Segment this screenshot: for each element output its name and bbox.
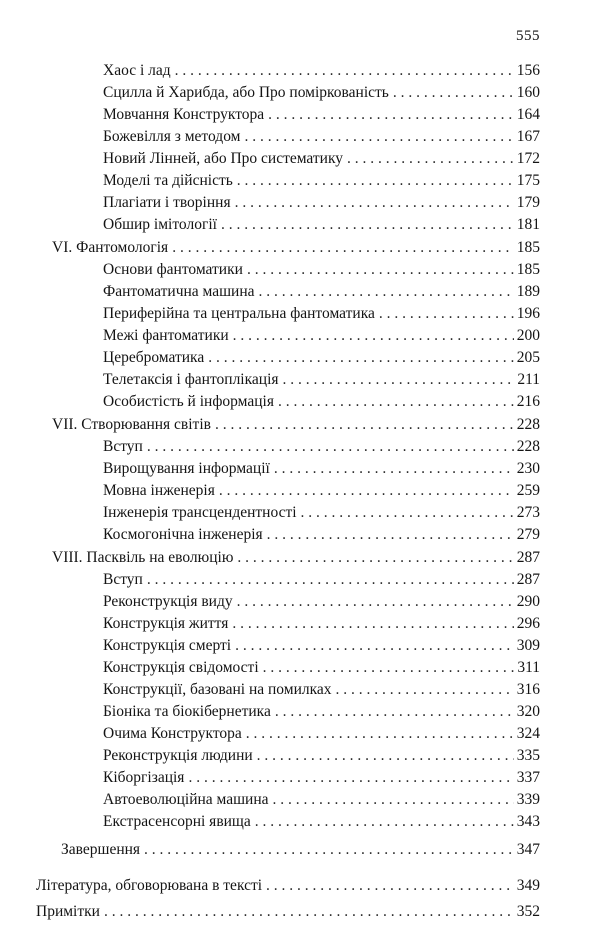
toc-entry-page: 228 <box>516 438 540 455</box>
toc-entry-title: Основи фантоматики <box>103 261 243 278</box>
dot-leader <box>235 634 514 658</box>
toc-entry-title: Кіборгізація <box>103 769 185 786</box>
toc-entry-page: 335 <box>516 747 540 764</box>
toc-entry-page: 181 <box>516 216 540 233</box>
toc-entry <box>103 324 540 348</box>
dot-leader <box>233 324 514 348</box>
toc-entry-page: 189 <box>516 283 540 300</box>
toc-entry-title: Космогонічна інженерія <box>103 526 263 543</box>
dot-leader <box>221 213 514 237</box>
toc-entry <box>103 368 540 392</box>
toc-entry-title: Інженерія трансцендентності <box>103 504 297 521</box>
toc-entry <box>103 302 540 326</box>
toc-section <box>36 874 540 898</box>
toc-entry-title: Мовна інженерія <box>103 482 215 499</box>
toc-entry-title: Хаос і лад <box>103 62 171 79</box>
toc-entry <box>103 59 540 83</box>
dot-leader <box>267 523 514 547</box>
toc-entry-title: Плагіати і творіння <box>103 194 231 211</box>
toc-entry-title: Особистість й інформація <box>103 393 274 410</box>
dot-leader <box>347 147 514 171</box>
toc-entry-page: 200 <box>516 327 540 344</box>
toc-entry-page: 316 <box>516 681 540 698</box>
toc-entry-title: Телетаксія і фантоплікація <box>103 371 279 388</box>
toc-entry <box>103 390 540 414</box>
toc-entry-page: 216 <box>516 393 540 410</box>
toc-entry-title: Конструкції, базовані на помилках <box>103 681 332 698</box>
toc-entry-title: Межі фантоматики <box>103 327 229 344</box>
dot-leader <box>336 678 514 702</box>
toc-section-page: 352 <box>516 903 540 920</box>
toc-entry <box>103 457 540 481</box>
toc-entry-page: 156 <box>516 62 540 79</box>
dot-leader <box>273 788 514 812</box>
toc-entry <box>103 435 540 459</box>
toc-section <box>52 236 540 260</box>
toc-section-title: VII. Створювання світів <box>52 416 211 433</box>
dot-leader <box>255 810 514 834</box>
dot-leader <box>144 838 514 862</box>
toc-entry-title: Новий Лінней, або Про систематику <box>103 150 344 167</box>
dot-leader <box>246 722 514 746</box>
dot-leader <box>247 258 514 282</box>
dot-leader <box>379 302 514 326</box>
toc-entry <box>103 169 540 193</box>
toc-section-title: VI. Фантомологія <box>52 239 169 256</box>
toc-section <box>36 900 540 924</box>
toc-entry-page: 167 <box>516 128 540 145</box>
toc-entry <box>103 501 540 525</box>
toc-entry-page: 273 <box>516 504 540 521</box>
toc-entry <box>103 788 540 812</box>
toc-entry <box>103 258 540 282</box>
toc-entry-title: Цереброматика <box>103 349 205 366</box>
dot-leader <box>175 59 514 83</box>
dot-leader <box>237 546 513 570</box>
toc-entry-title: Обшир імітології <box>103 216 217 233</box>
dot-leader <box>266 874 514 898</box>
toc-entry <box>103 810 540 834</box>
toc-entry-page: 160 <box>516 84 540 101</box>
toc-section <box>52 546 540 570</box>
toc-entry-page: 309 <box>516 637 540 654</box>
dot-leader <box>235 191 514 215</box>
toc-section-title: VIII. Пасквіль на еволюцію <box>52 549 234 566</box>
toc-entry-page: 324 <box>516 725 540 742</box>
toc-entry-page: 290 <box>516 593 540 610</box>
dot-leader <box>232 612 513 636</box>
toc-entry <box>103 346 540 370</box>
dot-leader <box>274 457 514 481</box>
toc-entry-title: Вступ <box>103 438 143 455</box>
toc-entry-page: 196 <box>516 305 540 322</box>
toc-entry-page: 172 <box>516 150 540 167</box>
dot-leader <box>244 125 513 149</box>
dot-leader <box>215 413 514 437</box>
dot-leader <box>219 479 514 503</box>
toc-entry <box>103 612 540 636</box>
dot-leader <box>278 390 514 414</box>
toc-entry-page: 164 <box>516 106 540 123</box>
dot-leader <box>172 236 514 260</box>
dot-leader <box>275 700 514 724</box>
toc-entry <box>103 147 540 171</box>
toc-entry-page: 343 <box>516 813 540 830</box>
toc-entry-title: Божевілля з методом <box>103 128 241 145</box>
toc-entry <box>103 479 540 503</box>
toc-section-title: Література, обговорювана в тексті <box>36 877 263 894</box>
toc-entry <box>103 590 540 614</box>
toc-entry <box>103 722 540 746</box>
toc-entry-page: 320 <box>516 703 540 720</box>
toc-entry <box>103 81 540 105</box>
toc-entry-page: 205 <box>516 349 540 366</box>
toc-section-page: 228 <box>516 416 540 433</box>
toc-entry-title: Сцилла й Харибда, або Про поміркованість <box>103 84 389 101</box>
toc-entry <box>103 700 540 724</box>
toc-entry-title: Периферійна та центральна фантоматика <box>103 305 375 322</box>
dot-leader <box>259 280 514 304</box>
toc-entry-page: 287 <box>516 571 540 588</box>
toc-entry-title: Реконструкція виду <box>103 593 233 610</box>
toc-section <box>52 413 540 437</box>
toc-section-page: 185 <box>516 239 540 256</box>
toc-entry-title: Мовчання Конструктора <box>103 106 265 123</box>
toc-entry <box>103 103 540 127</box>
toc-section-page: 347 <box>516 841 540 858</box>
dot-leader <box>393 81 514 105</box>
toc-entry-title: Автоеволюційна машина <box>103 791 269 808</box>
toc-entry-page: 279 <box>516 526 540 543</box>
toc-entry-page: 296 <box>516 615 540 632</box>
toc-entry-title: Вступ <box>103 571 143 588</box>
toc-entry-page: 179 <box>516 194 540 211</box>
toc-entry-title: Біоніка та біокібернетика <box>103 703 271 720</box>
toc-entry-page: 259 <box>516 482 540 499</box>
toc-entry-title: Очима Конструктора <box>103 725 242 742</box>
dot-leader <box>104 900 514 924</box>
toc-entry-title: Конструкція смерті <box>103 637 232 654</box>
toc-entry <box>103 678 540 702</box>
toc-entry-title: Конструкція свідомості <box>103 659 259 676</box>
toc-entry-page: 230 <box>516 460 540 477</box>
toc-entry-page: 211 <box>517 371 540 388</box>
dot-leader <box>263 656 515 680</box>
toc-entry-page: 337 <box>516 769 540 786</box>
toc-entry <box>103 634 540 658</box>
toc-section-page: 349 <box>516 877 540 894</box>
toc-entry <box>103 280 540 304</box>
dot-leader <box>147 568 514 592</box>
toc-entry-title: Реконструкція людини <box>103 747 253 764</box>
toc-entry <box>103 191 540 215</box>
dot-leader <box>283 368 515 392</box>
toc-entry-title: Екстрасенсорні явища <box>103 813 251 830</box>
toc-entry-title: Фантоматична машина <box>103 283 255 300</box>
toc-section-page: 287 <box>516 549 540 566</box>
toc-entry <box>103 213 540 237</box>
dot-leader <box>147 435 514 459</box>
page-number: 555 <box>516 28 540 44</box>
toc-entry-page: 339 <box>516 791 540 808</box>
toc-entry-page: 175 <box>516 172 540 189</box>
toc-entry <box>103 766 540 790</box>
toc-entry-title: Моделі та дійсність <box>103 172 233 189</box>
dot-leader <box>208 346 514 370</box>
toc-section-title: Завершення <box>61 841 141 858</box>
dot-leader <box>301 501 514 525</box>
toc-entry <box>103 125 540 149</box>
dot-leader <box>237 590 514 614</box>
toc-entry <box>103 523 540 547</box>
toc-entry-title: Конструкція життя <box>103 615 229 632</box>
toc-entry <box>103 656 540 680</box>
toc-entry-title: Вирощування інформації <box>103 460 270 477</box>
toc-entry-page: 185 <box>516 261 540 278</box>
dot-leader <box>237 169 514 193</box>
toc-entry <box>103 744 540 768</box>
toc-entry-page: 311 <box>517 659 540 676</box>
toc-section <box>61 838 540 862</box>
toc-entry <box>103 568 540 592</box>
dot-leader <box>188 766 513 790</box>
toc-section-title: Примітки <box>36 903 100 920</box>
dot-leader <box>257 744 514 768</box>
dot-leader <box>268 103 514 127</box>
